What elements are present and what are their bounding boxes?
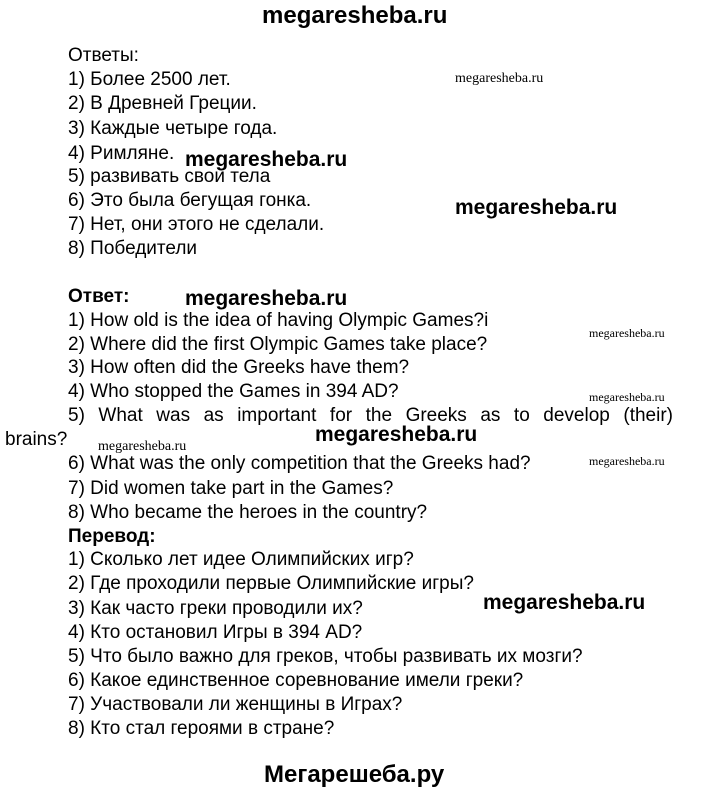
- section2-item-7: 7) Did women take part in the Games?: [68, 478, 394, 499]
- section3-item-1: 1) Сколько лет идее Олимпийских игр?: [68, 549, 414, 570]
- section2-title: Ответ:: [68, 286, 130, 307]
- section1-item-1: 1) Более 2500 лет.: [68, 69, 231, 90]
- section2-item-1: 1) How old is the idea of having Olympic Games?i: [68, 310, 489, 331]
- watermark: megaresheba.ru: [185, 287, 348, 310]
- watermark: megaresheba.ru: [315, 423, 478, 446]
- watermark: megaresheba.ru: [589, 326, 665, 340]
- watermark: megaresheba.ru: [589, 454, 665, 468]
- footer-site: Мегарешеба.ру: [264, 761, 445, 788]
- section1-title: Ответы:: [68, 45, 139, 66]
- watermark: megaresheba.ru: [483, 591, 646, 614]
- section1-item-3: 3) Каждые четыре года.: [68, 118, 278, 139]
- section3-item-4: 4) Кто остановил Игры в 394 AD?: [68, 622, 363, 643]
- section2-item-3: 3) How often did the Greeks have them?: [68, 357, 410, 378]
- watermark: megaresheba.ru: [455, 196, 618, 219]
- section3-item-5: 5) Что было важно для греков, чтобы развивать их мозги?: [68, 646, 583, 667]
- section2-item-5-cont: brains?: [5, 429, 68, 450]
- section1-item-6: 6) Это была бегущая гонка.: [68, 190, 312, 211]
- watermark: megaresheba.ru: [455, 71, 544, 86]
- section2-item-4: 4) Who stopped the Games in 394 AD?: [68, 381, 399, 402]
- section1-item-4: 4) Римляне.: [68, 143, 175, 164]
- section2-item-2: 2) Where did the first Olympic Games take place?: [68, 334, 488, 355]
- section3-item-7: 7) Участвовали ли женщины в Играх?: [68, 694, 403, 715]
- section3-item-8: 8) Кто стал героями в стране?: [68, 718, 335, 739]
- section3-item-3: 3) Как часто греки проводили их?: [68, 598, 363, 619]
- section2-item-6: 6) What was the only competition that the Greeks had?: [68, 453, 531, 474]
- section3-item-6: 6) Какое единственное соревнование имели греки?: [68, 670, 524, 691]
- watermark: megaresheba.ru: [589, 390, 665, 404]
- watermark: megaresheba.ru: [185, 148, 348, 171]
- section1-item-2: 2) В Древней Греции.: [68, 93, 257, 114]
- section2-item-5: 5) What was as important for the Greeks as to develop (their): [68, 405, 673, 426]
- watermark: megaresheba.ru: [98, 439, 187, 454]
- section3-title: Перевод:: [68, 526, 156, 547]
- section1-item-7: 7) Нет, они этого не сделали.: [68, 214, 325, 235]
- section1-item-5: 5) развивать свои тела: [68, 166, 271, 187]
- section2-item-8: 8) Who became the heroes in the country?: [68, 502, 428, 523]
- header-site: megaresheba.ru: [262, 2, 448, 29]
- section3-item-2: 2) Где проходили первые Олимпийские игры?: [68, 573, 474, 594]
- section1-item-8: 8) Победители: [68, 238, 198, 259]
